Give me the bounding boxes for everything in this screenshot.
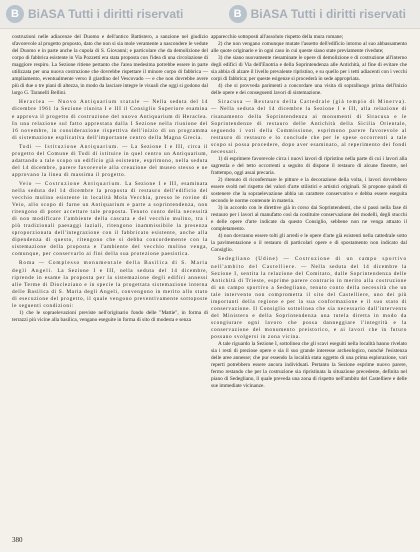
section-text: La Sezione I e III, esaminata nella seduta del 14 dicembre la proposta di restauro dell'edificio del vecchio mulino esistente in località Mola Vecchia, presso le rovine di Veio, allo scopo di farne un Antiquarium e parte a soprintendenza, non ritengono di poter accettare tale proposta. Tenuto conto della necessità di non modificare l'ambiente della cascata e del vecchio mulino, tra i più tradizionali paesaggi laziali, ritengono inammissibile la presenza sproporzionata dell'integrazione con il fabbricato esistente, anche alla dipendenza di questo, ritengono che si debba concordemente con la sistemazione della proposta e l'ambiente del vecchio mulino venga, comunque, per conservarlo ai fini della sua protezione paesistica. bbox=[12, 180, 208, 258]
biasa-logo-icon: B bbox=[229, 5, 247, 23]
section-paragraph bbox=[211, 99, 407, 155]
biasa-logo-right bbox=[229, 5, 420, 23]
section-heading: Heraclea — Nuovo Antiquarium statale bbox=[19, 99, 141, 106]
watermark-bar bbox=[0, 0, 420, 29]
section-paragraph bbox=[12, 260, 208, 309]
biasa-logo-icon: B bbox=[6, 5, 24, 23]
section-paragraph bbox=[211, 256, 407, 341]
body-paragraph: 2) che non vengano comunque mutate l'assetto dell'edificio intorno al suo abbassamento alle quote originarie e in ogni caso in cui queste siano state previamente rivedute; bbox=[211, 41, 407, 55]
watermark-text-left: BiASA Tutti i diritti riservati bbox=[28, 7, 184, 21]
section-heading: Sedegliano (Udine) — Costruzione di un campo sportivo nell'ambito del Castelliere. bbox=[211, 256, 407, 270]
body-paragraph: costruzioni nelle adiacenze del Duomo e dell'antico Battistero, a sanzione nel giudizio sfavorevole al progetto proposto, dato che non si sia mole veramente a nascondere le vedute del Duomo e in parte anche la cupola di S. Giovanni; e particolare che da demolizione del corpo di fabbrica esistente in Via Pozzetti era stata proposta con l'idea di una circolazione di maggiore respiro. La Sezione ritiene pertanto che l'area medesima potrebbe essere in parte utilizzata per una nuova costruzione che dovrebbe rispettare il minore corpo di fabbrica — ampliamento, eventualmente verso il giardino del Vescovado — e che non dovrebbe avere più di due o tre piani di altezza, in modo da lasciare integre le visuali che oggi si godono dal largo G. Taranelli Bellini. bbox=[12, 34, 208, 97]
body-paragraph: apparecchio sottoposti all'assoluto rispetto della mura romane; bbox=[211, 34, 344, 40]
left-column bbox=[12, 34, 208, 324]
section-text: — Nella seduta del 14 dicembre 1961 la Sezione riunita I e III il Consiglio Superiore esamina e approva il progetto di costruzione del nuovo Antiquarium di Heraclea. In una relazione sul fatto apprestata dalla I Sezione nella riunione del 16 novembre, in considerazione rispettiva dell'inizio di un programma di sistemazione esplicativa dell'importante centro della Magna Grecia. bbox=[12, 99, 208, 141]
body-paragraph: 1) che le sopraelevazioni previste nell'originario fondo delle "Mattie", in forma di terrazzi più vicine alla basilica, vengano eseguite in forma di sito di modesta e senza bbox=[12, 309, 208, 323]
body-paragraph: 3) in accordo con le direttive già in corso dai Soprintendenti, che si passi nella fase di restauro per i lavori al manufatto così da costituire conservazione dei modelli, degli stucchi e delle opere d'arte indicate da questo Consiglio, sebbene non ne venga attuato il completamento. bbox=[211, 205, 407, 233]
body-paragraph: 2) ritenuto di riconfermare le pitture e la decorazione della volta, i lavori dovrebbero essere svolti nel rispetto dei valori d'arte stilistici e artistici originali. Si propone quindi di sostenere che la sopraelevazione abbia un carattere conservativo e debba essere eseguita secondo le norme contenute in materia. bbox=[211, 176, 407, 205]
section-heading: Todi — Istituzione Antiquarium. bbox=[19, 143, 120, 150]
section-paragraph bbox=[12, 144, 208, 179]
section-text: — Nella seduta del 14 dicembre la Sezione I e III, alla relazione di risanamento della Soprintendenza ai monumenti di Siracusa e le Soprintendenze di restauro delle Antichità della Sicilia Orientale, seguendo i voti della Commissione, esprimono parere favorevole al restauro di restauro e lo conclude che per le spese occorrenti a tale scopo si possa procedere, dopo aver esaminato, al reperimento dei fondi necessari. bbox=[211, 106, 407, 155]
body-paragraph: 4) non dovranno essere tolti gli arredi e le opere d'arte già esistenti nella cattedrale sotto la pavimentazione o il restauro di particolari opere e di spostamento non indicato dal Consiglio. bbox=[211, 233, 407, 254]
section-paragraph bbox=[12, 99, 208, 141]
body-paragraph: 3) che siano nuovamente riesaminate le opere di demolizione e di costruzione all'interno degli edifici di Via dell'Enotria e della Soprintendenza alle Antichità, al fine di evitare che sia abbia di alzare il livello prevalente ripristino, e su quello per i tetti adiacenti con i vecchi corpi di fabbrica; per queste esigenze si procederà in sede appropriata. bbox=[211, 55, 407, 83]
section-heading: Veio — Costruzione Antiquarium. bbox=[19, 180, 123, 187]
body-paragraph: A tale riguardo la Sezione I, sottolinea che gli scavi eseguiti nella località hanno rivelato sia i resti di preziose opere e sia il suo grande interesse archeologico, nonché l'esistenza delle aree annesse; che pur essendo la località stata oggetto di una prima esplorazione, vari reperti potrebbero essere ancora individuati. Pertanto la Sezione esprime nuovo parere, fermo restando che per la costruzione sia ripristinata la situazione precedente, definita nel piano di Sedegliano, il quale preveda una zona di rispetto nell'ambito del Castelliere e delle sue immediate vicinanze. bbox=[211, 341, 407, 390]
section-heading: Siracusa — Restauro della Cattedrale (già tempio di Minerva). bbox=[218, 99, 407, 106]
watermark-text-right: BiASA Tutti i diritti riservati bbox=[250, 7, 406, 21]
section-paragraph bbox=[12, 181, 208, 259]
page-number: 380 bbox=[12, 536, 23, 544]
body-paragraph: 4) che si provveda parimenti a concordare una visita di sopralluogo prima dell'inizio delle opere e dei conseguenti lavori di sistemazione. bbox=[211, 83, 407, 97]
section-text: La Sezione I e III, nella seduta del 14 dicembre, riprende in esame la proposta per la sistemazione degli edifici annessi alle Terme di Diocleziano e in specie la progettata sistemazione interna delle Basilica di S. Maria degli Angeli, convengono in merito allo stato di esecuzione del progetto, il quale vengono preventivamente sottoposte le seguenti condizioni: bbox=[12, 267, 208, 309]
right-column bbox=[211, 34, 407, 390]
section-text: — La Sezione I e III, circa il progetto del Comune di Todi di istituire in quel centro un Antiquarium, adattando a tale scopo un edificio già esistente, esprimono, nella seduta del 14 dicembre, parere favorevole alla creazione del museo stesso e ne approvano la linea di massima il progetto. bbox=[12, 143, 208, 178]
biasa-logo-left bbox=[6, 5, 183, 23]
body-paragraph: 1) di esprimere favorevole circa i nuovi lavori di ripristino nella parte di cui i lavori alla sagrestia e del tetto occorrenti a seguito di dispone il restauro di alcune finestre, nel frattempo, oggi assai precaria. bbox=[211, 155, 407, 176]
section-text: — Nella seduta del 14 dicembre la Sezione I, sentita la relazione del Comitato, dalle Soprintendenza delle Antichità di Trieste, esprime parere contrario in merito alla costruzione di un campo sportivo a Sedegliano, tenuto conto della necessità che un tale intervento non comprometta il sito del Castelliere, uno dei più importanti della regione e per la sua conformazione e il suo stato di conservazione. Il Consiglio sottolinea che sia necessario dall'intervento del Ministero e della Soprintendenza una tutela diretta in modo da scongiurare ogni lavoro che possa danneggiare l'integrità e la conservazione del monumento preistorico, e ai lavori che in futuro possano svolgersi in zona vicina. bbox=[211, 263, 407, 340]
section-heading: Roma — Complesso monumentale della Basilica di S. Maria degli Angeli. bbox=[12, 260, 208, 274]
